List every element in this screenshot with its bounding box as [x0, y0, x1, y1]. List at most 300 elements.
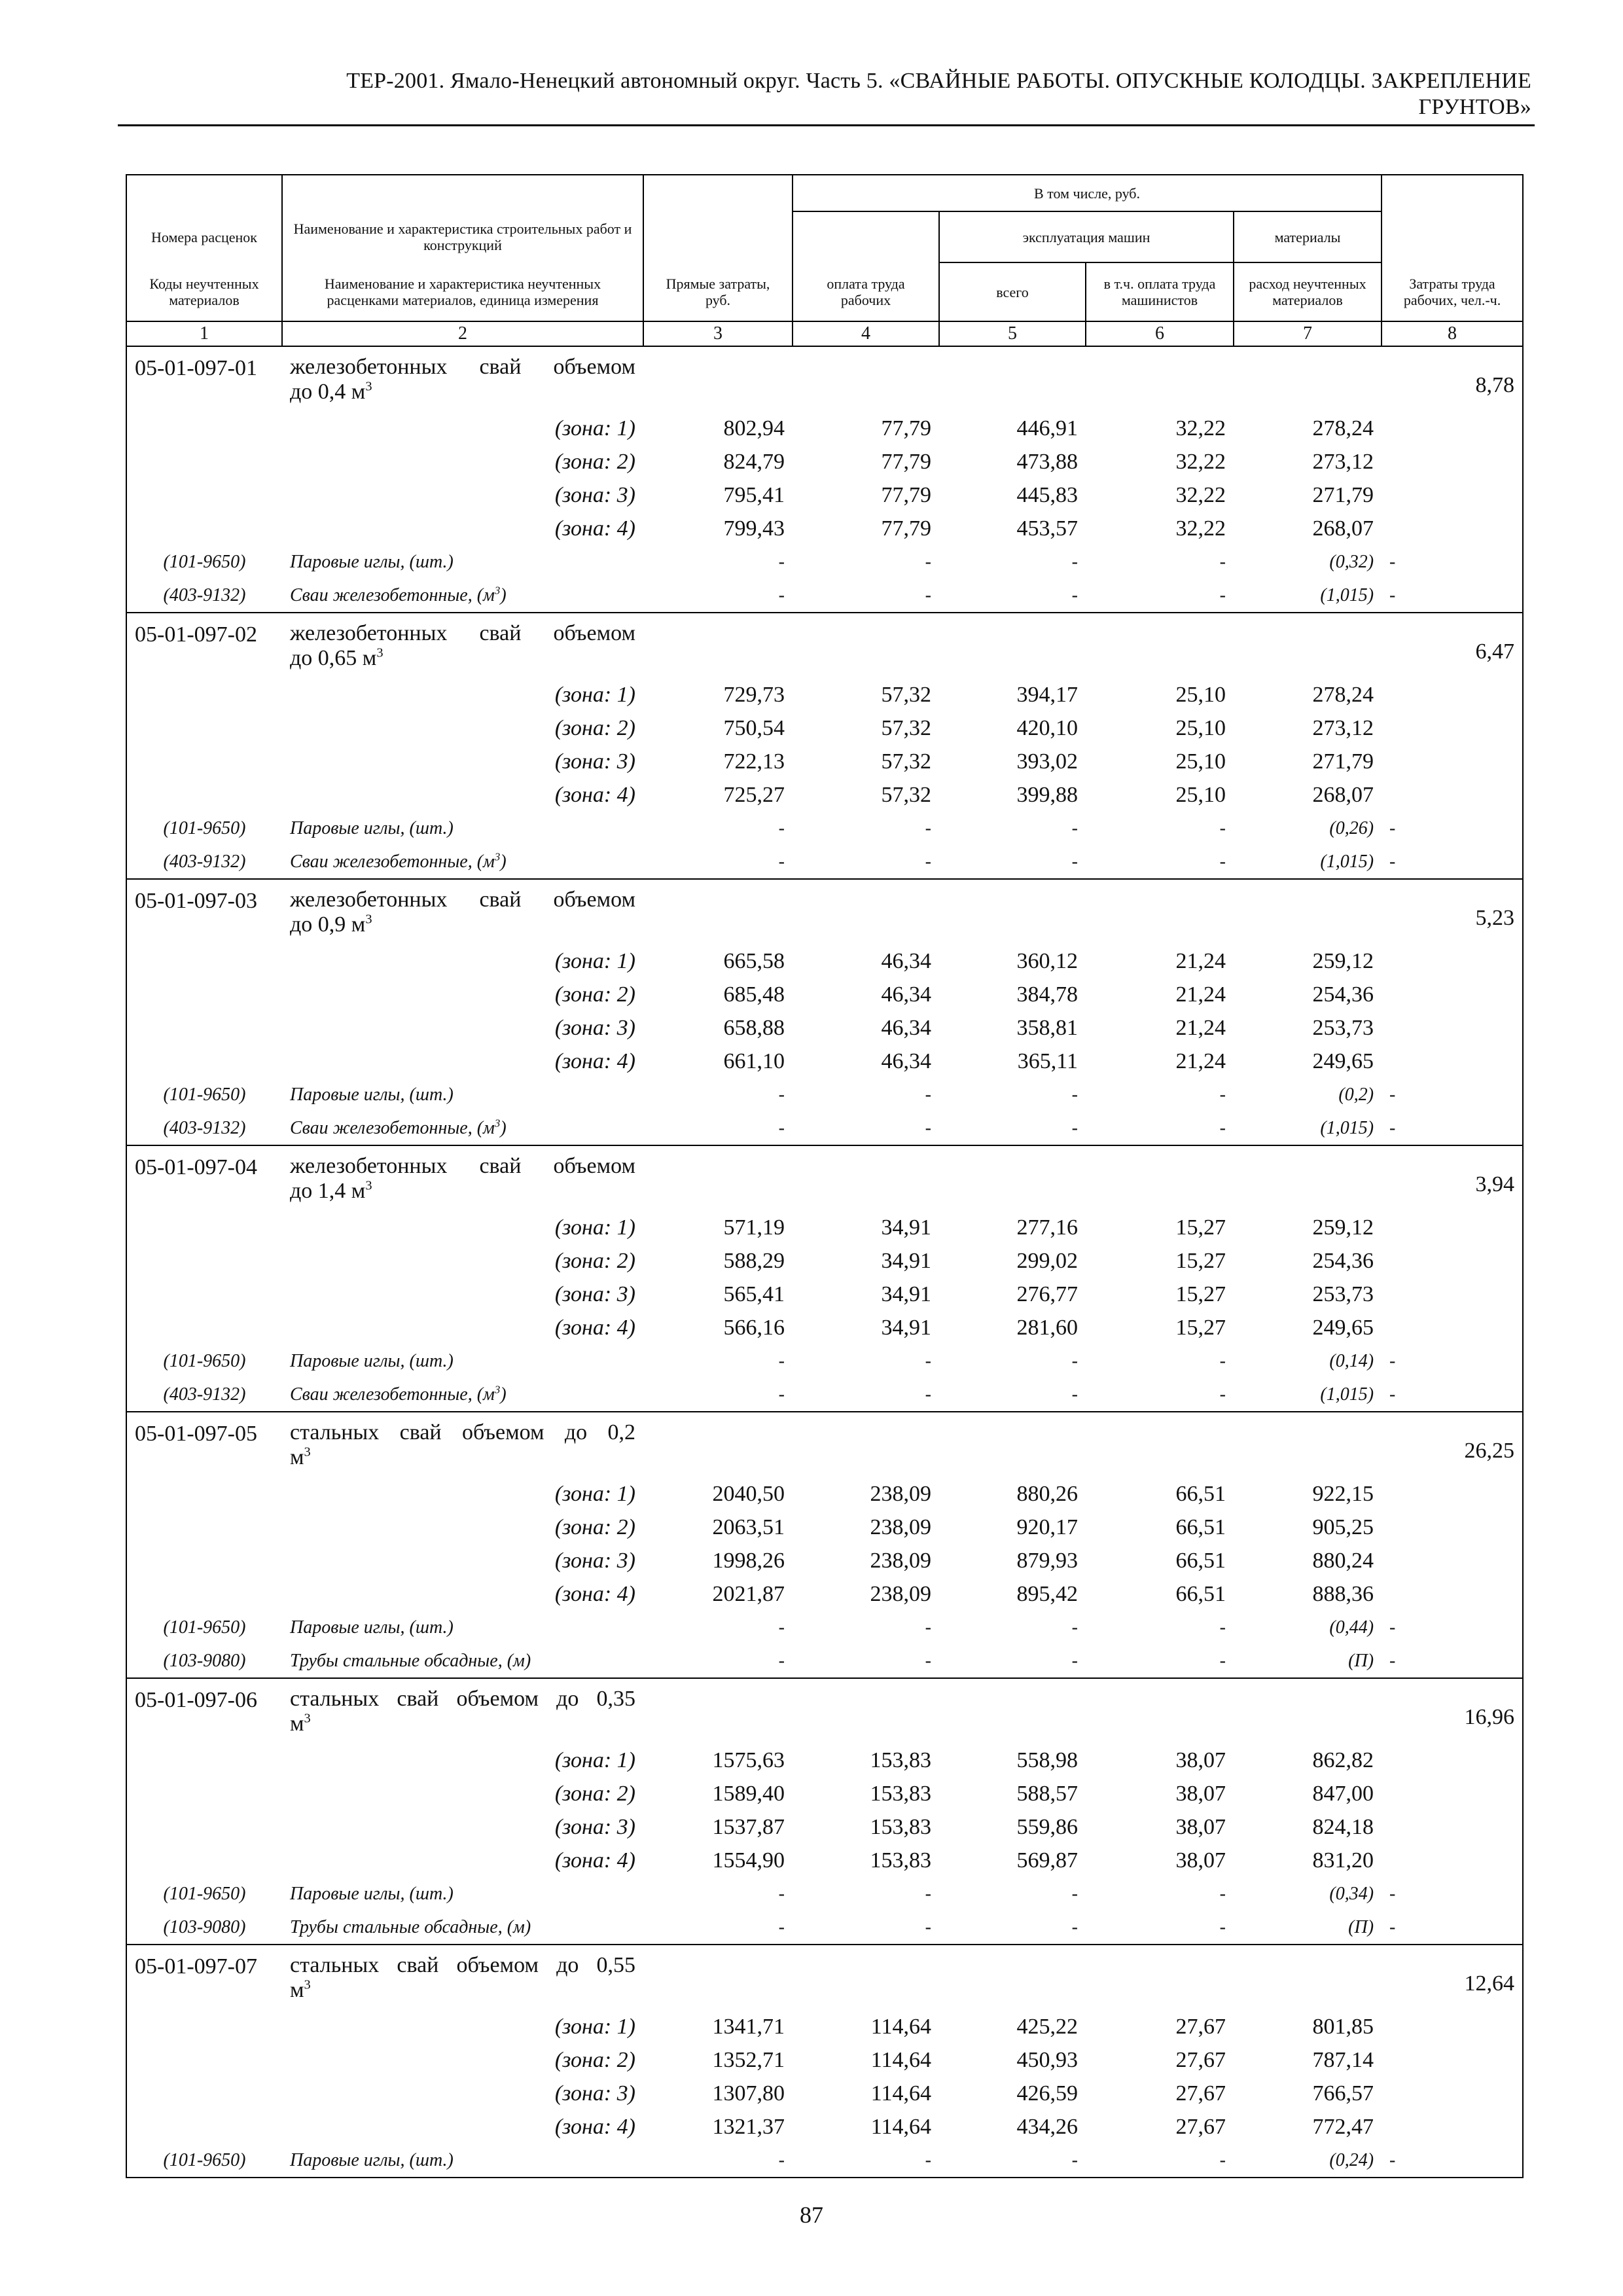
rate-title-line2	[290, 1445, 635, 1470]
rate-title	[282, 1412, 643, 1477]
labor-costs-value: 3,94	[1382, 1145, 1523, 1344]
empty-cell	[939, 1678, 1086, 1744]
empty-cell	[126, 1511, 282, 1544]
direct-costs-value: 1554,90	[712, 1848, 785, 1873]
operator-wages-value: 27,67	[1175, 2114, 1226, 2139]
empty-cell	[126, 1278, 282, 1311]
material-name-text: Паровые иглы, (шт.)	[290, 1350, 454, 1371]
materials-value: 253,73	[1312, 1282, 1374, 1306]
zone-label: (зона: 1)	[554, 1481, 635, 1506]
materials-value: 862,82	[1312, 1748, 1374, 1772]
column-number: 4	[793, 321, 939, 346]
rate-title-unit: до 1,4 м	[290, 1178, 366, 1203]
dash-cell: -	[1071, 1650, 1078, 1671]
worker-wages-value: 46,34	[881, 982, 931, 1007]
zone-label: (зона: 4)	[554, 1848, 635, 1873]
dash-cell: -	[778, 1883, 785, 1904]
dash-cell: -	[1071, 1617, 1078, 1638]
header-rate-numbers: Номера расценок	[126, 211, 282, 262]
materials-value: 268,07	[1312, 516, 1374, 541]
operator-wages-value: 32,22	[1175, 482, 1226, 507]
machine-operation-value: 453,57	[1016, 516, 1078, 541]
unaccounted-material-row	[126, 1111, 1523, 1145]
operator-wages-value: 27,67	[1175, 2047, 1226, 2072]
empty-cell	[126, 512, 282, 545]
header-worker-wages: оплата труда рабочих	[793, 262, 939, 321]
direct-costs-value: 588,29	[723, 1248, 785, 1273]
dash-cell: -	[778, 1650, 785, 1671]
rate-title-line2	[290, 1978, 635, 2003]
direct-costs-value: 1341,71	[712, 2014, 785, 2039]
material-quantity: (0,24)	[1234, 2144, 1382, 2178]
dash-cell: -	[1219, 551, 1226, 572]
dash-cell: -	[1382, 1378, 1523, 1412]
zone-label: (зона: 2)	[554, 715, 635, 740]
zone-row	[126, 745, 1523, 778]
column-number: 2	[282, 321, 643, 346]
operator-wages-value: 38,07	[1175, 1848, 1226, 1873]
empty-cell	[126, 711, 282, 745]
material-name	[282, 1078, 643, 1111]
unaccounted-material-row	[126, 1644, 1523, 1678]
direct-costs-value: 1589,40	[712, 1781, 785, 1806]
machine-operation-value: 880,26	[1016, 1481, 1078, 1506]
page-title	[118, 68, 1531, 120]
header-machine-operation: эксплуатация машин	[939, 211, 1234, 262]
dash-cell: -	[1382, 1078, 1523, 1111]
material-name	[282, 579, 643, 613]
zone-row	[126, 445, 1523, 478]
dash-cell: -	[1382, 1910, 1523, 1945]
empty-cell	[1234, 1412, 1382, 1477]
operator-wages-value: 21,24	[1175, 1049, 1226, 1073]
column-number: 3	[643, 321, 793, 346]
empty-cell	[126, 1011, 282, 1045]
material-name-superscript: 3	[494, 1383, 501, 1396]
worker-wages-value: 34,91	[881, 1215, 931, 1240]
rate-title-row	[126, 1945, 1523, 2010]
rate-title-superscript: 3	[376, 645, 383, 660]
operator-wages-value: 15,27	[1175, 1215, 1226, 1240]
header-empty-cell	[1382, 211, 1523, 262]
table-header-row-2	[126, 211, 1523, 262]
rate-title-unit: м	[290, 1711, 304, 1736]
table-header-row-3	[126, 262, 1523, 321]
materials-value: 271,79	[1312, 749, 1374, 774]
unaccounted-material-row	[126, 1877, 1523, 1910]
material-name-tail: )	[500, 1384, 507, 1405]
material-name-text: Паровые иглы, (шт.)	[290, 1084, 454, 1105]
empty-cell	[793, 1145, 939, 1211]
material-name-text: Паровые иглы, (шт.)	[290, 551, 454, 572]
material-quantity: (П)	[1348, 1650, 1374, 1671]
header-codes-unaccounted: Коды неучтенных материалов	[126, 262, 282, 321]
worker-wages-value: 77,79	[881, 416, 931, 440]
unaccounted-material-row	[126, 812, 1523, 845]
zone-label: (зона: 4)	[554, 1315, 635, 1340]
material-code: (101-9650)	[126, 2144, 282, 2178]
unaccounted-material-row	[126, 1078, 1523, 1111]
empty-cell	[1086, 1945, 1234, 2010]
material-quantity: (1,015)	[1320, 1384, 1374, 1405]
direct-costs-value: 824,79	[723, 449, 785, 474]
worker-wages-value: 238,09	[870, 1481, 931, 1506]
labor-costs-value: 6,47	[1382, 613, 1523, 812]
material-code: (403-9132)	[126, 1378, 282, 1412]
empty-cell	[939, 1412, 1086, 1477]
empty-cell	[1086, 1145, 1234, 1211]
empty-cell	[643, 1678, 793, 1744]
zone-label: (зона: 3)	[554, 1015, 635, 1040]
material-name-tail: )	[500, 584, 507, 605]
materials-value: 847,00	[1312, 1781, 1374, 1806]
materials-value: 273,12	[1312, 449, 1374, 474]
dash-cell: -	[778, 551, 785, 572]
empty-cell	[793, 613, 939, 678]
page-number: 87	[800, 2202, 823, 2228]
dash-cell: -	[1219, 1350, 1226, 1371]
operator-wages-value: 32,22	[1175, 416, 1226, 440]
unaccounted-material-row	[126, 1611, 1523, 1644]
dash-cell: -	[1382, 1644, 1523, 1678]
zone-row	[126, 1744, 1523, 1777]
dash-cell: -	[925, 1384, 931, 1405]
empty-cell	[126, 944, 282, 978]
materials-value: 831,20	[1312, 1848, 1374, 1873]
material-quantity: (0,32)	[1329, 551, 1374, 572]
empty-cell	[126, 2110, 282, 2144]
column-number: 6	[1086, 321, 1234, 346]
dash-cell: -	[1071, 551, 1078, 572]
empty-cell	[126, 2077, 282, 2110]
material-code: (101-9650)	[126, 1078, 282, 1111]
rate-title	[282, 1145, 643, 1211]
operator-wages-value: 32,22	[1175, 516, 1226, 541]
zone-row	[126, 711, 1523, 745]
unaccounted-material-row	[126, 1910, 1523, 1945]
rate-title-unit: м	[290, 1444, 304, 1469]
worker-wages-value: 34,91	[881, 1315, 931, 1340]
unaccounted-material-row	[126, 545, 1523, 579]
material-name-text: Паровые иглы, (шт.)	[290, 1617, 454, 1638]
direct-costs-value: 661,10	[723, 1049, 785, 1073]
dash-cell: -	[778, 1350, 785, 1371]
material-quantity: (0,26)	[1329, 817, 1374, 838]
worker-wages-value: 57,32	[881, 782, 931, 807]
operator-wages-value: 38,07	[1175, 1748, 1226, 1772]
empty-cell	[1086, 1412, 1234, 1477]
zone-row	[126, 2010, 1523, 2043]
zone-label: (зона: 2)	[554, 1781, 635, 1806]
materials-value: 824,18	[1312, 1814, 1374, 1839]
empty-cell	[793, 879, 939, 944]
rate-code: 05-01-097-05	[126, 1412, 282, 1477]
material-name-text: Трубы стальные обсадные, (м)	[290, 1650, 531, 1671]
machine-operation-value: 426,59	[1016, 2081, 1078, 2106]
direct-costs-value: 2040,50	[712, 1481, 785, 1506]
header-work-name: Наименование и характеристика строительных работ и конструкций	[282, 211, 643, 262]
worker-wages-value: 57,32	[881, 749, 931, 774]
dash-cell: -	[925, 584, 931, 605]
direct-costs-value: 722,13	[723, 749, 785, 774]
zone-row	[126, 678, 1523, 711]
machine-operation-value: 420,10	[1016, 715, 1078, 740]
empty-cell	[643, 613, 793, 678]
empty-cell	[1234, 346, 1382, 412]
material-name	[282, 845, 643, 879]
operator-wages-value: 15,27	[1175, 1315, 1226, 1340]
direct-costs-value: 795,41	[723, 482, 785, 507]
dash-cell: -	[925, 817, 931, 838]
operator-wages-value: 66,51	[1175, 1581, 1226, 1606]
material-code: (101-9650)	[126, 1611, 282, 1644]
empty-cell	[126, 2010, 282, 2043]
zone-label: (зона: 1)	[554, 1748, 635, 1772]
material-name-text: Паровые иглы, (шт.)	[290, 2149, 454, 2170]
material-quantity: (0,2)	[1338, 1084, 1374, 1105]
zone-row	[126, 1244, 1523, 1278]
empty-cell	[126, 778, 282, 812]
machine-operation-value: 445,83	[1016, 482, 1078, 507]
rate-code: 05-01-097-07	[126, 1945, 282, 2010]
machine-operation-value: 358,81	[1016, 1015, 1078, 1040]
zone-label: (зона: 2)	[554, 1515, 635, 1539]
material-name-text: Сваи железобетонные, (м	[290, 851, 495, 872]
empty-cell	[126, 1045, 282, 1078]
worker-wages-value: 153,83	[870, 1781, 931, 1806]
dash-cell: -	[1071, 1084, 1078, 1105]
rate-title-unit: до 0,4 м	[290, 379, 366, 404]
zone-row	[126, 944, 1523, 978]
empty-cell	[126, 412, 282, 445]
material-name	[282, 812, 643, 845]
materials-value: 801,85	[1312, 2014, 1374, 2039]
operator-wages-value: 66,51	[1175, 1481, 1226, 1506]
unaccounted-material-row	[126, 845, 1523, 879]
direct-costs-value: 2021,87	[712, 1581, 785, 1606]
empty-cell	[126, 1477, 282, 1511]
empty-cell	[126, 2043, 282, 2077]
materials-value: 254,36	[1312, 1248, 1374, 1273]
materials-value: 259,12	[1312, 1215, 1374, 1240]
dash-cell: -	[1219, 584, 1226, 605]
operator-wages-value: 27,67	[1175, 2014, 1226, 2039]
zone-row	[126, 2077, 1523, 2110]
operator-wages-value: 21,24	[1175, 948, 1226, 973]
dash-cell: -	[1382, 545, 1523, 579]
empty-cell	[126, 478, 282, 512]
unaccounted-material-row	[126, 1378, 1523, 1412]
header-unaccounted-consumption: расход неучтенных материалов	[1234, 262, 1382, 321]
machine-operation-value: 365,11	[1017, 1049, 1078, 1073]
worker-wages-value: 238,09	[870, 1515, 931, 1539]
material-name-superscript: 3	[494, 584, 501, 597]
material-code: (403-9132)	[126, 845, 282, 879]
empty-cell	[1234, 613, 1382, 678]
zone-row	[126, 1777, 1523, 1810]
operator-wages-value: 15,27	[1175, 1282, 1226, 1306]
dash-cell: -	[1071, 1117, 1078, 1138]
worker-wages-value: 46,34	[881, 948, 931, 973]
zone-label: (зона: 4)	[554, 2114, 635, 2139]
machine-operation-value: 276,77	[1016, 1282, 1078, 1306]
dash-cell: -	[1382, 1111, 1523, 1145]
zone-label: (зона: 1)	[554, 682, 635, 707]
direct-costs-value: 799,43	[723, 516, 785, 541]
material-name-text: Сваи железобетонные, (м	[290, 584, 495, 605]
dash-cell: -	[1219, 1883, 1226, 1904]
rate-title-line1: стальных свай объемом до 0,2	[290, 1420, 635, 1444]
direct-costs-value: 1307,80	[712, 2081, 785, 2106]
machine-operation-value: 588,57	[1016, 1781, 1078, 1806]
empty-cell	[1234, 1678, 1382, 1744]
zone-row	[126, 1211, 1523, 1244]
empty-cell	[939, 879, 1086, 944]
material-name-tail: )	[500, 851, 507, 872]
machine-operation-value: 393,02	[1016, 749, 1078, 774]
zone-row	[126, 1544, 1523, 1577]
empty-cell	[793, 1945, 939, 2010]
machine-operation-value: 399,88	[1016, 782, 1078, 807]
materials-value: 273,12	[1312, 715, 1374, 740]
zone-row	[126, 1511, 1523, 1544]
empty-cell	[126, 1311, 282, 1344]
rate-title-line2	[290, 912, 635, 937]
direct-costs-value: 1352,71	[712, 2047, 785, 2072]
machine-operation-value: 446,91	[1016, 416, 1078, 440]
direct-costs-value: 725,27	[723, 782, 785, 807]
empty-cell	[126, 1777, 282, 1810]
dash-cell: -	[778, 817, 785, 838]
materials-value: 253,73	[1312, 1015, 1374, 1040]
column-number: 7	[1234, 321, 1382, 346]
rate-title-line2	[290, 380, 635, 404]
material-name	[282, 1910, 643, 1945]
materials-value: 268,07	[1312, 782, 1374, 807]
dash-cell: -	[1382, 2144, 1523, 2178]
materials-value: 259,12	[1312, 948, 1374, 973]
direct-costs-value: 665,58	[723, 948, 785, 973]
operator-wages-value: 21,24	[1175, 982, 1226, 1007]
machine-operation-value: 879,93	[1016, 1548, 1078, 1573]
zone-label: (зона: 4)	[554, 516, 635, 541]
materials-value: 905,25	[1312, 1515, 1374, 1539]
materials-value: 249,65	[1312, 1315, 1374, 1340]
direct-costs-value: 571,19	[723, 1215, 785, 1240]
zone-row	[126, 978, 1523, 1011]
dash-cell: -	[1219, 851, 1226, 872]
material-code: (101-9650)	[126, 1344, 282, 1378]
direct-costs-value: 1321,37	[712, 2114, 785, 2139]
rate-title-line1: стальных свай объемом до 0,35	[290, 1686, 635, 1711]
zone-row	[126, 1045, 1523, 1078]
dash-cell: -	[1219, 1617, 1226, 1638]
operator-wages-value: 38,07	[1175, 1814, 1226, 1839]
zone-label: (зона: 3)	[554, 2081, 635, 2106]
empty-cell	[1086, 613, 1234, 678]
table-header-row-1	[126, 175, 1523, 211]
column-number: 8	[1382, 321, 1523, 346]
empty-cell	[643, 879, 793, 944]
zone-label: (зона: 2)	[554, 2047, 635, 2072]
rate-title-line2	[290, 1179, 635, 1204]
material-quantity: (0,14)	[1329, 1350, 1374, 1371]
dash-cell: -	[1071, 1916, 1078, 1937]
rate-code: 05-01-097-02	[126, 613, 282, 678]
material-name	[282, 545, 643, 579]
empty-cell	[126, 1211, 282, 1244]
material-name	[282, 1111, 643, 1145]
direct-costs-value: 1575,63	[712, 1748, 785, 1772]
rate-title-line1: железобетонных свай объемом	[290, 354, 635, 379]
materials-value: 772,47	[1312, 2114, 1374, 2139]
material-name	[282, 1344, 643, 1378]
dash-cell: -	[925, 1650, 931, 1671]
material-name	[282, 1644, 643, 1678]
zone-row	[126, 1278, 1523, 1311]
rate-title-superscript: 3	[365, 1178, 372, 1193]
zone-label: (зона: 1)	[554, 1215, 635, 1240]
rate-title-row	[126, 1412, 1523, 1477]
zone-label: (зона: 4)	[554, 1581, 635, 1606]
header-empty-cell	[643, 175, 793, 211]
material-name-text: Паровые иглы, (шт.)	[290, 817, 454, 838]
empty-cell	[793, 1412, 939, 1477]
material-code: (403-9132)	[126, 579, 282, 613]
direct-costs-value: 565,41	[723, 1282, 785, 1306]
material-quantity: (1,015)	[1320, 1117, 1374, 1138]
direct-costs-value: 658,88	[723, 1015, 785, 1040]
zone-label: (зона: 1)	[554, 948, 635, 973]
direct-costs-value: 802,94	[723, 416, 785, 440]
dash-cell: -	[1382, 845, 1523, 879]
empty-cell	[126, 1844, 282, 1877]
dash-cell: -	[1219, 1117, 1226, 1138]
worker-wages-value: 57,32	[881, 682, 931, 707]
worker-wages-value: 57,32	[881, 715, 931, 740]
zone-row	[126, 1477, 1523, 1511]
page-title-line2: ГРУНТОВ»	[1418, 95, 1531, 119]
column-number: 1	[126, 321, 282, 346]
zone-row	[126, 778, 1523, 812]
empty-cell	[126, 1810, 282, 1844]
header-operator-wages: в т.ч. оплата труда машинистов	[1086, 262, 1234, 321]
machine-operation-value: 473,88	[1016, 449, 1078, 474]
worker-wages-value: 34,91	[881, 1282, 931, 1306]
operator-wages-value: 66,51	[1175, 1515, 1226, 1539]
materials-value: 278,24	[1312, 682, 1374, 707]
machine-operation-value: 895,42	[1016, 1581, 1078, 1606]
dash-cell: -	[925, 1916, 931, 1937]
dash-cell: -	[925, 851, 931, 872]
dash-cell: -	[1219, 1916, 1226, 1937]
dash-cell: -	[1219, 817, 1226, 838]
dash-cell: -	[1086, 2144, 1234, 2178]
rate-title	[282, 613, 643, 678]
rate-title-superscript: 3	[304, 1977, 311, 1992]
empty-cell	[1234, 879, 1382, 944]
worker-wages-value: 238,09	[870, 1581, 931, 1606]
machine-operation-value: 384,78	[1016, 982, 1078, 1007]
empty-cell	[643, 1145, 793, 1211]
page-title-line1: ТЕР-2001. Ямало-Ненецкий автономный округ. Часть 5. «СВАЙНЫЕ РАБОТЫ. ОПУСКНЫЕ КОЛОДЦЫ. ЗАКРЕПЛЕНИЕ	[346, 69, 1531, 93]
materials-value: 888,36	[1312, 1581, 1374, 1606]
dash-cell: -	[778, 584, 785, 605]
labor-costs-value: 12,64	[1382, 1945, 1523, 2144]
header-empty-cell	[126, 175, 282, 211]
material-quantity: (1,015)	[1320, 584, 1374, 605]
direct-costs-value: 566,16	[723, 1315, 785, 1340]
